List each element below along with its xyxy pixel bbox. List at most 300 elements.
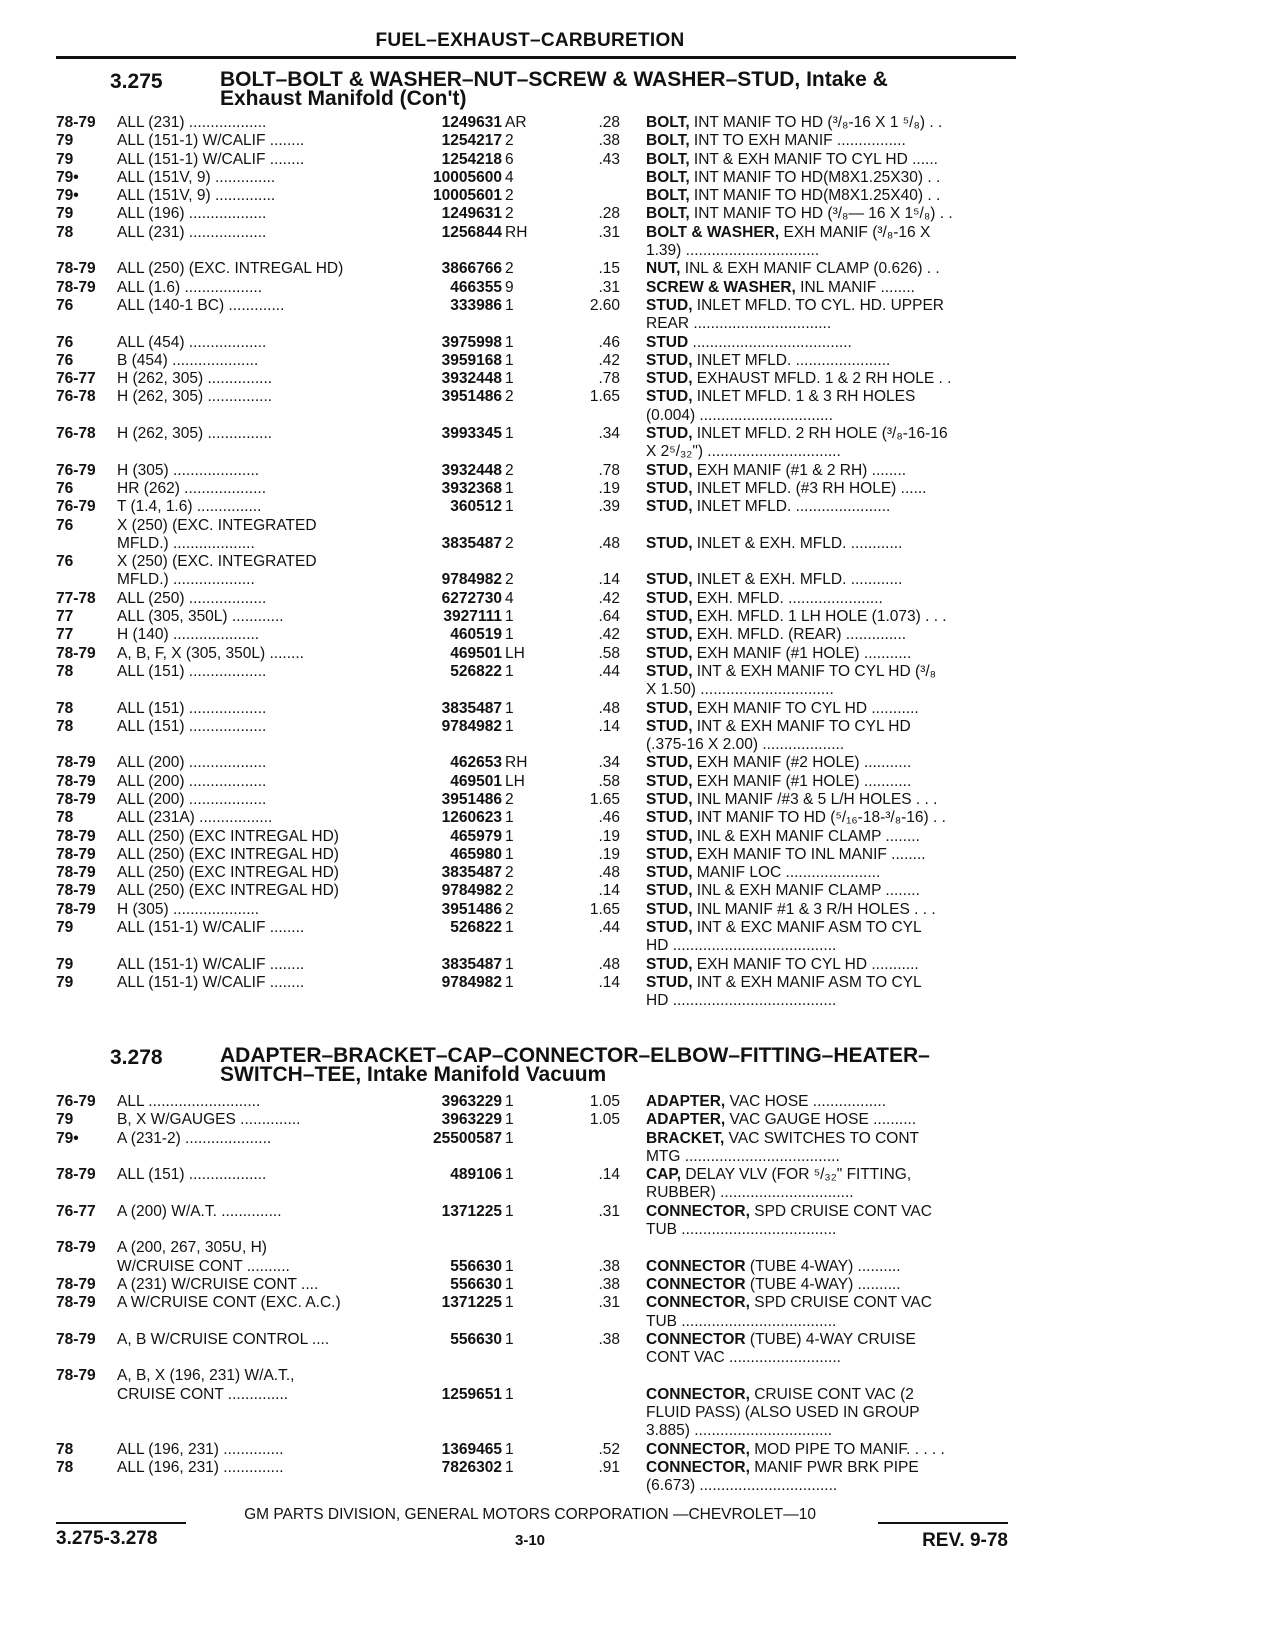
- description-text: INT MANIF TO HD(M8X1.25X40) . .: [689, 187, 941, 205]
- description-text: EXH. MFLD. 1 LH HOLE (1.073) . . .: [692, 608, 947, 626]
- quantity: 1: [505, 498, 514, 516]
- description-keyword: NUT,: [646, 260, 681, 278]
- model-year: 78-79: [56, 1239, 96, 1257]
- table-row: [0, 736, 1280, 754]
- description: [646, 718, 1016, 736]
- description-keyword: STUD: [646, 333, 689, 351]
- quantity: 1: [505, 919, 514, 937]
- quantity: 1: [505, 662, 514, 680]
- quantity: 1: [505, 479, 514, 497]
- table-row: [0, 846, 1280, 864]
- part-number: 7826302: [441, 1458, 502, 1476]
- description: [646, 1111, 1016, 1129]
- price: .31: [598, 278, 620, 296]
- table-row: [0, 1166, 1280, 1184]
- part-number: 1371225: [441, 1202, 502, 1220]
- table-row: [0, 937, 1280, 955]
- price: .31: [598, 1202, 620, 1220]
- description-text: (0.004) ...............................: [646, 406, 833, 424]
- table-row: [0, 1111, 1280, 1129]
- part-number: 465979: [450, 827, 502, 845]
- quantity: 2: [505, 864, 514, 882]
- description: [646, 1441, 1016, 1459]
- description: [646, 846, 1016, 864]
- model-year: 78-79: [56, 882, 96, 900]
- part-number: 3975998: [441, 333, 502, 351]
- description-keyword: STUD,: [646, 608, 693, 626]
- description: [646, 1148, 1016, 1166]
- application: ALL (151V, 9) ..............: [117, 187, 276, 205]
- part-number: 10005601: [433, 187, 502, 205]
- part-number: 3835487: [441, 699, 502, 717]
- table-row: [0, 1422, 1280, 1440]
- price: .91: [598, 1458, 620, 1476]
- part-number: 3959168: [441, 351, 502, 369]
- application: CRUISE CONT ..............: [117, 1385, 289, 1403]
- description-keyword: STUD,: [646, 973, 693, 991]
- description-keyword: ADAPTER,: [646, 1111, 726, 1129]
- application: T (1.4, 1.6) ...............: [117, 498, 262, 516]
- description-keyword: STUD,: [646, 571, 693, 589]
- part-number: 9784982: [441, 717, 502, 735]
- description: [646, 1258, 1016, 1276]
- description-text: VAC SWITCHES TO CONT: [724, 1129, 920, 1147]
- quantity: 4: [505, 589, 514, 607]
- application: A W/CRUISE CONT (EXC. A.C.): [117, 1294, 341, 1312]
- description: [646, 1331, 1016, 1349]
- quantity: 6: [505, 150, 514, 168]
- description: [646, 480, 1016, 498]
- application: ALL (454) ..................: [117, 333, 267, 351]
- table-row: [0, 1349, 1280, 1367]
- price: .64: [598, 608, 620, 626]
- part-number: 3932448: [441, 370, 502, 388]
- model-year: 79•: [56, 187, 79, 205]
- application: ALL (250) (EXC. INTREGAL HD): [117, 260, 344, 278]
- description-text: X 1.50) ...............................: [646, 681, 834, 699]
- quantity: 1: [505, 351, 514, 369]
- price: .14: [598, 1166, 620, 1184]
- table-row: [0, 864, 1280, 882]
- quantity: RH: [505, 754, 528, 772]
- description-keyword: BRACKET,: [646, 1129, 725, 1147]
- model-year: 77-78: [56, 589, 96, 607]
- description-keyword: STUD,: [646, 425, 693, 443]
- price: .78: [598, 461, 620, 479]
- description-keyword: CONNECTOR,: [646, 1294, 750, 1312]
- description-text: SPD CRUISE CONT VAC: [749, 1294, 932, 1312]
- description: [646, 443, 1016, 461]
- price: .14: [598, 973, 620, 991]
- description-keyword: STUD,: [646, 845, 693, 863]
- description-keyword: CONNECTOR,: [646, 1202, 750, 1220]
- model-year: 78-79: [56, 1330, 96, 1348]
- part-number: 360512: [450, 498, 502, 516]
- description-text: EXH MANIF TO CYL HD ...........: [692, 699, 919, 717]
- application: H (262, 305) ...............: [117, 370, 273, 388]
- description: [646, 388, 1016, 406]
- application: ALL (151-1) W/CALIF ........: [117, 919, 305, 937]
- application: MFLD.) ...................: [117, 571, 255, 589]
- description-keyword: STUD,: [646, 717, 693, 735]
- application: ALL (250) (EXC INTREGAL HD): [117, 845, 339, 863]
- model-year: 78-79: [56, 1294, 96, 1312]
- model-year: 78: [56, 699, 74, 717]
- table-row: [0, 571, 1280, 589]
- description-text: (TUBE) 4-WAY CRUISE: [745, 1330, 916, 1348]
- description: [646, 242, 1016, 260]
- description-text: INL & EXH MANIF CLAMP ........: [692, 827, 920, 845]
- description-text: VAC HOSE .................: [725, 1093, 887, 1110]
- description: [646, 736, 1016, 754]
- price: 1.65: [589, 900, 620, 918]
- application: ALL (250) (EXC INTREGAL HD): [117, 827, 339, 845]
- model-year: 78: [56, 1440, 74, 1458]
- model-year: 78: [56, 662, 74, 680]
- description-keyword: STUD,: [646, 644, 693, 662]
- table-row: [0, 388, 1280, 406]
- description-keyword: BOLT,: [646, 114, 690, 131]
- description-keyword: STUD,: [646, 662, 693, 680]
- table-row: [0, 132, 1280, 150]
- description: [646, 864, 1016, 882]
- table-row: [0, 370, 1280, 388]
- table-row: [0, 974, 1280, 992]
- description-keyword: CONNECTOR,: [646, 1385, 750, 1403]
- section-title-line1: ADAPTER–BRACKET–CAP–CONNECTOR–ELBOW–FITTING–HEATER–: [220, 1044, 930, 1067]
- section-number: 3.278: [110, 1046, 163, 1069]
- application: B (454) ....................: [117, 351, 259, 369]
- application: A (200) W/A.T. ..............: [117, 1202, 282, 1220]
- description: [646, 297, 1016, 315]
- description-text: INLET MFLD. ......................: [692, 498, 891, 516]
- description-keyword: CONNECTOR: [646, 1257, 746, 1275]
- description: [646, 279, 1016, 297]
- table-row: [0, 517, 1280, 535]
- description: [646, 882, 1016, 900]
- quantity: RH: [505, 223, 528, 241]
- price: 1.05: [589, 1093, 620, 1110]
- description: [646, 315, 1016, 333]
- description: [646, 169, 1016, 187]
- part-number: 333986: [450, 296, 502, 314]
- description: [646, 1404, 1016, 1422]
- price: .19: [598, 827, 620, 845]
- part-number: 469501: [450, 644, 502, 662]
- description-text: INLET & EXH. MFLD. ............: [692, 534, 903, 552]
- part-number: 465980: [450, 845, 502, 863]
- part-number: 1254218: [441, 150, 502, 168]
- model-year: 79: [56, 132, 74, 150]
- footer-section-range: 3.275-3.278: [56, 1528, 158, 1549]
- quantity: 1: [505, 370, 514, 388]
- description-text: DELAY VLV (FOR ⁵/₃₂" FITTING,: [681, 1166, 912, 1184]
- quantity: 1: [505, 1275, 514, 1293]
- quantity: AR: [505, 114, 527, 131]
- description-keyword: STUD,: [646, 827, 693, 845]
- quantity: 1: [505, 1093, 514, 1110]
- model-year: 78: [56, 717, 74, 735]
- description-text: VAC GAUGE HOSE ..........: [725, 1111, 917, 1129]
- description-text: INT & EXH MANIF ASM TO CYL: [692, 973, 922, 991]
- model-year: 79: [56, 150, 74, 168]
- description-keyword: STUD,: [646, 900, 693, 918]
- description-keyword: STUD,: [646, 479, 693, 497]
- table-row: [0, 1184, 1280, 1202]
- part-number: 462653: [450, 754, 502, 772]
- quantity: 1: [505, 333, 514, 351]
- table-row: [0, 608, 1280, 626]
- description-text: MANIF LOC ......................: [692, 864, 881, 882]
- description: [646, 370, 1016, 388]
- table-row: [0, 315, 1280, 333]
- table-row: [0, 1130, 1280, 1148]
- description-text: MOD PIPE TO MANIF. . . . .: [749, 1440, 945, 1458]
- description-text: (.375-16 X 2.00) ...................: [646, 736, 845, 754]
- description: [646, 919, 1016, 937]
- table-row: [0, 901, 1280, 919]
- description-text: INLET MFLD. TO CYL. HD. UPPER: [692, 296, 945, 314]
- part-number: 466355: [450, 278, 502, 296]
- model-year: 78-79: [56, 278, 96, 296]
- model-year: 76-78: [56, 425, 96, 443]
- price: .44: [598, 662, 620, 680]
- description: [646, 608, 1016, 626]
- description: [646, 407, 1016, 425]
- model-year: 78-79: [56, 114, 96, 131]
- part-number: 1369465: [441, 1440, 502, 1458]
- application: X (250) (EXC. INTEGRATED: [117, 516, 317, 534]
- description-keyword: STUD,: [646, 882, 693, 900]
- quantity: 1: [505, 827, 514, 845]
- description: [646, 1203, 1016, 1221]
- description-text: TUB ....................................: [646, 1312, 837, 1330]
- table-row: [0, 809, 1280, 827]
- quantity: LH: [505, 772, 525, 790]
- price: .38: [598, 1257, 620, 1275]
- application: ALL (151) ..................: [117, 717, 267, 735]
- section-title: [220, 70, 888, 108]
- description-keyword: STUD,: [646, 626, 693, 644]
- description-keyword: STUD,: [646, 589, 693, 607]
- description-text: INLET MFLD. (#3 RH HOLE) ......: [692, 479, 927, 497]
- description-text: MTG ....................................: [646, 1147, 840, 1165]
- description-text: INT MANIF TO HD(M8X1.25X30) . .: [689, 168, 941, 186]
- quantity: 2: [505, 534, 514, 552]
- description-keyword: STUD,: [646, 955, 693, 973]
- table-row: [0, 260, 1280, 278]
- description: [646, 1349, 1016, 1367]
- part-number: 469501: [450, 772, 502, 790]
- table-row: [0, 151, 1280, 169]
- part-number: 3866766: [441, 260, 502, 278]
- description-text: SPD CRUISE CONT VAC: [749, 1202, 932, 1220]
- description-text: (TUBE 4-WAY) ..........: [745, 1257, 901, 1275]
- model-year: 78-79: [56, 845, 96, 863]
- description: [646, 114, 1016, 132]
- quantity: 1: [505, 1458, 514, 1476]
- quantity: 1: [505, 296, 514, 314]
- price: .34: [598, 754, 620, 772]
- description-text: INT & EXH MANIF TO CYL HD (³/₈: [692, 662, 937, 680]
- model-year: 79: [56, 1111, 74, 1129]
- application: ALL (196) ..................: [117, 205, 267, 223]
- table-row: [0, 1276, 1280, 1294]
- model-year: 79: [56, 973, 74, 991]
- footer-page-number: 3-10: [514, 1532, 546, 1549]
- description-keyword: STUD,: [646, 919, 693, 937]
- part-number: 1254217: [441, 132, 502, 150]
- table-row: [0, 791, 1280, 809]
- description-text: EXH MANIF TO CYL HD ...........: [692, 955, 919, 973]
- quantity: LH: [505, 644, 525, 662]
- quantity: 2: [505, 461, 514, 479]
- description: [646, 754, 1016, 772]
- model-year: 78-79: [56, 644, 96, 662]
- application: ALL (151-1) W/CALIF ........: [117, 150, 305, 168]
- table-row: [0, 681, 1280, 699]
- price: 1.65: [589, 790, 620, 808]
- application: ALL (200) ..................: [117, 754, 267, 772]
- model-year: 76: [56, 553, 74, 571]
- table-row: [0, 1203, 1280, 1221]
- quantity: 2: [505, 132, 514, 150]
- description-text: (TUBE 4-WAY) ..........: [745, 1275, 901, 1293]
- quantity: 2: [505, 260, 514, 278]
- application: ALL (151-1) W/CALIF ........: [117, 955, 305, 973]
- model-year: 78-79: [56, 827, 96, 845]
- table-row: [0, 498, 1280, 516]
- price: 1.05: [589, 1111, 620, 1129]
- application: ALL (151) ..................: [117, 699, 267, 717]
- table-row: [0, 754, 1280, 772]
- price: .38: [598, 1275, 620, 1293]
- table-row: [0, 1093, 1280, 1111]
- application: ALL (151V, 9) ..............: [117, 168, 276, 186]
- description-text: INL & EXH MANIF CLAMP (0.626) . .: [680, 260, 940, 278]
- description-text: 1.39) ...............................: [646, 242, 820, 260]
- description-text: INT MANIF TO HD (³/₈-16 X 1 ⁵/₈) . .: [689, 114, 943, 131]
- part-number: 9784982: [441, 882, 502, 900]
- description-text: EXH MANIF TO INL MANIF ........: [692, 845, 926, 863]
- description-keyword: STUD,: [646, 864, 693, 882]
- description-keyword: STUD,: [646, 296, 693, 314]
- description-text: INT & EXH MANIF TO CYL HD: [692, 717, 911, 735]
- part-number: 556630: [450, 1330, 502, 1348]
- quantity: 1: [505, 717, 514, 735]
- quantity: 2: [505, 388, 514, 406]
- table-row: [0, 297, 1280, 315]
- table-row: [0, 1441, 1280, 1459]
- description-keyword: BOLT,: [646, 168, 690, 186]
- description-text: INL MANIF /#3 & 5 L/H HOLES . . .: [692, 790, 938, 808]
- header-rule: [56, 56, 1016, 59]
- description-text: CONT VAC ..........................: [646, 1349, 841, 1367]
- description-text: EXH MANIF (#2 HOLE) ...........: [692, 754, 912, 772]
- price: .46: [598, 809, 620, 827]
- application: H (305) ....................: [117, 461, 260, 479]
- table-row: [0, 114, 1280, 132]
- part-number: 9784982: [441, 973, 502, 991]
- table-row: [0, 700, 1280, 718]
- description: [646, 352, 1016, 370]
- price: .52: [598, 1440, 620, 1458]
- model-year: 78-79: [56, 900, 96, 918]
- application: H (140) ....................: [117, 626, 260, 644]
- application: HR (262) ...................: [117, 479, 267, 497]
- price: .44: [598, 919, 620, 937]
- description-text: RUBBER) ...............................: [646, 1184, 854, 1202]
- table-row: [0, 1239, 1280, 1257]
- price: .34: [598, 425, 620, 443]
- description: [646, 1459, 1016, 1477]
- table-row: [0, 1148, 1280, 1166]
- description: [646, 535, 1016, 553]
- table-row: [0, 718, 1280, 736]
- section-number: 3.275: [110, 70, 163, 93]
- part-number: 460519: [450, 626, 502, 644]
- description-keyword: BOLT,: [646, 150, 690, 168]
- section-title-line1: BOLT–BOLT & WASHER–NUT–SCREW & WASHER–STUD, Intake &: [220, 68, 888, 91]
- quantity: 1: [505, 809, 514, 827]
- quantity: 2: [505, 900, 514, 918]
- price: .43: [598, 150, 620, 168]
- description-text: INLET MFLD. 1 & 3 RH HOLES: [692, 388, 916, 406]
- model-year: 78: [56, 1458, 74, 1476]
- quantity: 1: [505, 955, 514, 973]
- part-number: 6272730: [441, 589, 502, 607]
- quantity: 1: [505, 699, 514, 717]
- description-text: EXHAUST MFLD. 1 & 2 RH HOLE . .: [692, 370, 952, 388]
- part-number: 25500587: [433, 1129, 502, 1147]
- price: .78: [598, 370, 620, 388]
- part-number: 1249631: [441, 114, 502, 131]
- description-keyword: STUD,: [646, 754, 693, 772]
- table-row: [0, 242, 1280, 260]
- description-text: EXH MANIF (³/₈-16 X: [779, 223, 931, 241]
- table-row: [0, 1367, 1280, 1385]
- part-number: 3835487: [441, 864, 502, 882]
- description-text: INT MANIF TO HD (⁵/₁₆-18-³/₈-16) . .: [692, 809, 946, 827]
- description: [646, 645, 1016, 663]
- footer-revision: REV. 9-78: [922, 1530, 1008, 1551]
- part-number: 10005600: [433, 168, 502, 186]
- description: [646, 1276, 1016, 1294]
- description-text: INL MANIF #1 & 3 R/H HOLES . . .: [692, 900, 936, 918]
- model-year: 76-77: [56, 370, 96, 388]
- part-number: 526822: [450, 662, 502, 680]
- quantity: 1: [505, 425, 514, 443]
- part-number: 3951486: [441, 900, 502, 918]
- description: [646, 151, 1016, 169]
- table-row: [0, 1294, 1280, 1312]
- price: .58: [598, 644, 620, 662]
- description-keyword: STUD,: [646, 351, 693, 369]
- table-row: [0, 828, 1280, 846]
- model-year: 78-79: [56, 754, 96, 772]
- table-row: [0, 535, 1280, 553]
- description: [646, 205, 1016, 223]
- application: A (231-2) ....................: [117, 1129, 272, 1147]
- table-row: [0, 462, 1280, 480]
- application: H (305) ....................: [117, 900, 260, 918]
- quantity: 1: [505, 626, 514, 644]
- description: [646, 224, 1016, 242]
- description: [646, 700, 1016, 718]
- quantity: 1: [505, 608, 514, 626]
- application: A, B, X (196, 231) W/A.T.,: [117, 1367, 295, 1385]
- model-year: 79•: [56, 1129, 79, 1147]
